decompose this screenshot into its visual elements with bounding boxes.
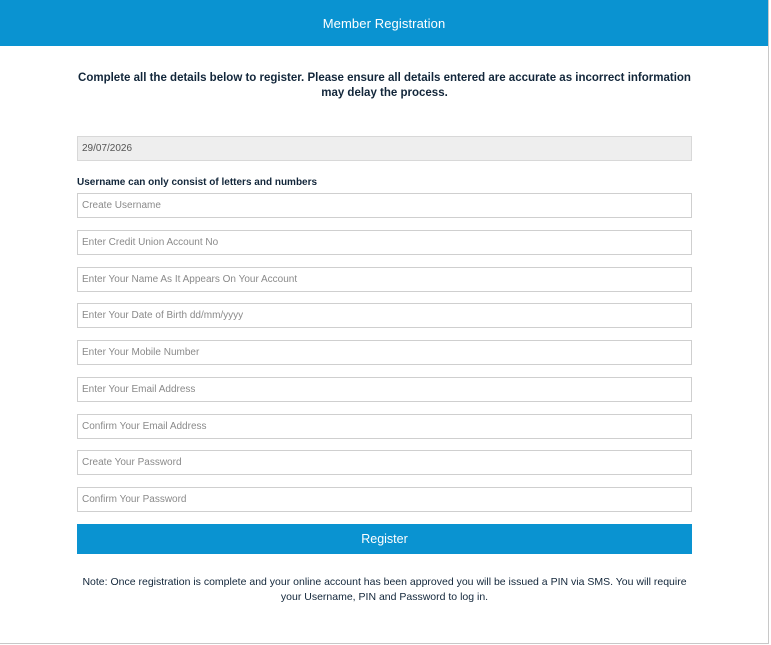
account-name-input[interactable]: [77, 267, 692, 292]
registration-note: Note: Once registration is complete and your online account has been approved you will be issued a PIN via SMS. You will require your Username, PIN and Password to log in.: [82, 576, 687, 603]
password-input[interactable]: [77, 450, 692, 475]
intro-text: Complete all the details below to register. Please ensure all details entered are accurate as incorrect information may delay the process.: [78, 72, 691, 99]
register-button[interactable]: Register: [77, 524, 692, 554]
account-number-input[interactable]: [77, 230, 692, 255]
date-value: 29/07/2026: [82, 143, 133, 154]
confirm-email-input[interactable]: [77, 414, 692, 439]
mobile-number-input[interactable]: [77, 340, 692, 365]
date-field: [77, 136, 692, 161]
page-header: [0, 0, 768, 46]
date-of-birth-input[interactable]: [77, 303, 692, 328]
username-input[interactable]: [77, 193, 692, 218]
page-title: Member Registration: [322, 15, 446, 31]
email-input[interactable]: [77, 377, 692, 402]
username-hint: Username can only consist of letters and numbers: [77, 177, 318, 188]
confirm-password-input[interactable]: [77, 487, 692, 512]
